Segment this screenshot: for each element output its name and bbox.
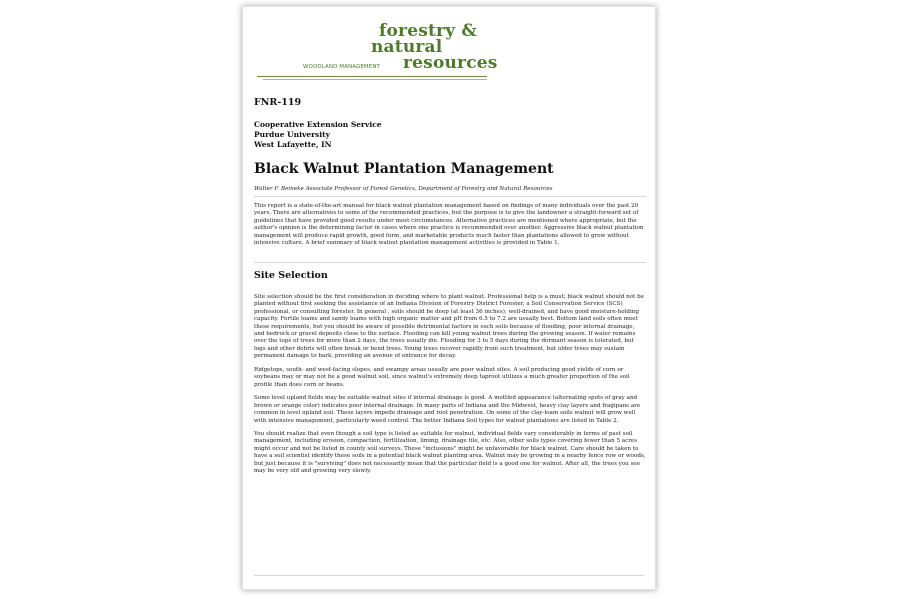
body-paragraph: Ridgetops, south- and west-facing slopes, and swampy areas usually are poor walnut sites. A soil producing good yields of corn or soybeans may or may not be a good walnut soil, since walnut's extremely deep taproot utilizes a much greater proportion of the soil profile than does corn or beans. xyxy=(254,366,630,388)
logo-line-3: resources xyxy=(403,53,498,73)
document-content xyxy=(254,97,646,476)
body-paragraph: Site selection should be the first consideration in deciding where to plant walnut. Professional help is a must; black walnut should not be planted without first seeking the assistance of an Indiana Division of Forestry District Forester, a Soil Conservation Service (SCS) professional, or consulting forester. In general , soils should be deep (at least 36 inches), well-drained, and have good moisture-holding capacity. Fertile loams and sandy loams with high organic matter and pH from 6.5 to 7.2 are usually best. Bottom land soils often meet these requirements, but you should be aware of possible detrimental factors in such soils because of flooding, poor internal drainage, and bedrock or gravel deposits close to the surface. Flooding can kill young walnut trees during the growing season. If water remains over the tops of trees for more than 2 days, the trees usually die. Flooding for 3 to 5 days during the dormant season is tolerated, but logs and other debris will often break or bend trees. Young trees recover rapidly from such treatment, but older trees may sustain permanent damage to bark, providing an avenue of entrance for decay. xyxy=(254,293,645,360)
org-line: Purdue University xyxy=(254,130,330,139)
org-line: Cooperative Extension Service xyxy=(254,120,382,129)
logo-line-1: forestry & xyxy=(379,21,477,41)
organization-address xyxy=(254,120,646,150)
logo-subtitle: WOODLAND MANAGEMENT xyxy=(303,64,381,70)
document-page xyxy=(242,6,656,590)
logo-rule-2 xyxy=(263,79,487,80)
bottom-rule xyxy=(254,575,644,576)
body-paragraph: Some level upland fields may be suitable walnut sites if internal drainage is good. A mottled appearance (alternating spots of gray and brown or orange color) indicates poor internal drainage. In many parts of Indiana and the Midwest, heavy clay layers and fragipans are common in level upland soil. These layers impede drainage and root penetration. On some of the clay-loam soils walnut will grow well with intensive management, particularly weed control. The better Indiana Soil types for walnut plantations are listed in Table 2. xyxy=(254,395,641,424)
logo-rule-1 xyxy=(257,76,487,77)
intro-paragraph: This report is a state-of-the-art manual for black walnut plantation management based on findings of many individuals over the past 20 years. There are alternatives to some of the recommended practices, but the purpose is to give the landowner a straight-forward set of guidelines that have provided good results under most circumstances. Alternative practices are mentioned where appropriate, but the author's opinion is the determining factor in cases where one practice is recommended over another. Aggressive black walnut plantation management will produce rapid growth, good form, and marketable products much faster than plantations allowed to grow without intensive culture. A brief summary of black walnut plantation management activities is provided in Table 1. xyxy=(254,203,644,247)
section-heading: Site Selection xyxy=(254,269,328,281)
author-line: Walter F. Beineke Associate Professor of Forest Genetics, Department of Forestry and Natural Resources xyxy=(254,186,646,197)
forestry-logo xyxy=(257,21,498,87)
document-code: FNR-119 xyxy=(254,97,302,108)
document-title: Black Walnut Plantation Management xyxy=(254,161,554,177)
logo-line-2: natural xyxy=(371,37,443,57)
org-line: West Lafayette, IN xyxy=(254,140,332,149)
body-paragraph: You should realize that even though a soil type is listed as suitable for walnut, individual fields vary considerably in terms of past soil management, including erosion, compaction, fertilization, liming, drainage tile, etc. Also, other soils types covering fewer than 5 acres might occur and not be listed in county soil surveys. These "inclusions" might be unfavorable for black walnut. Care should be taken to have a soil scientist identify these soils in a potential black walnut planting area. Walnut may be growing in a nearby fence row or woods, but just because it is "surviving" does not necessarily mean that the particular field is a good one for walnut. After all, the trees you see may be very old and growing very slowly. xyxy=(254,430,646,475)
site-selection-section xyxy=(254,262,646,476)
